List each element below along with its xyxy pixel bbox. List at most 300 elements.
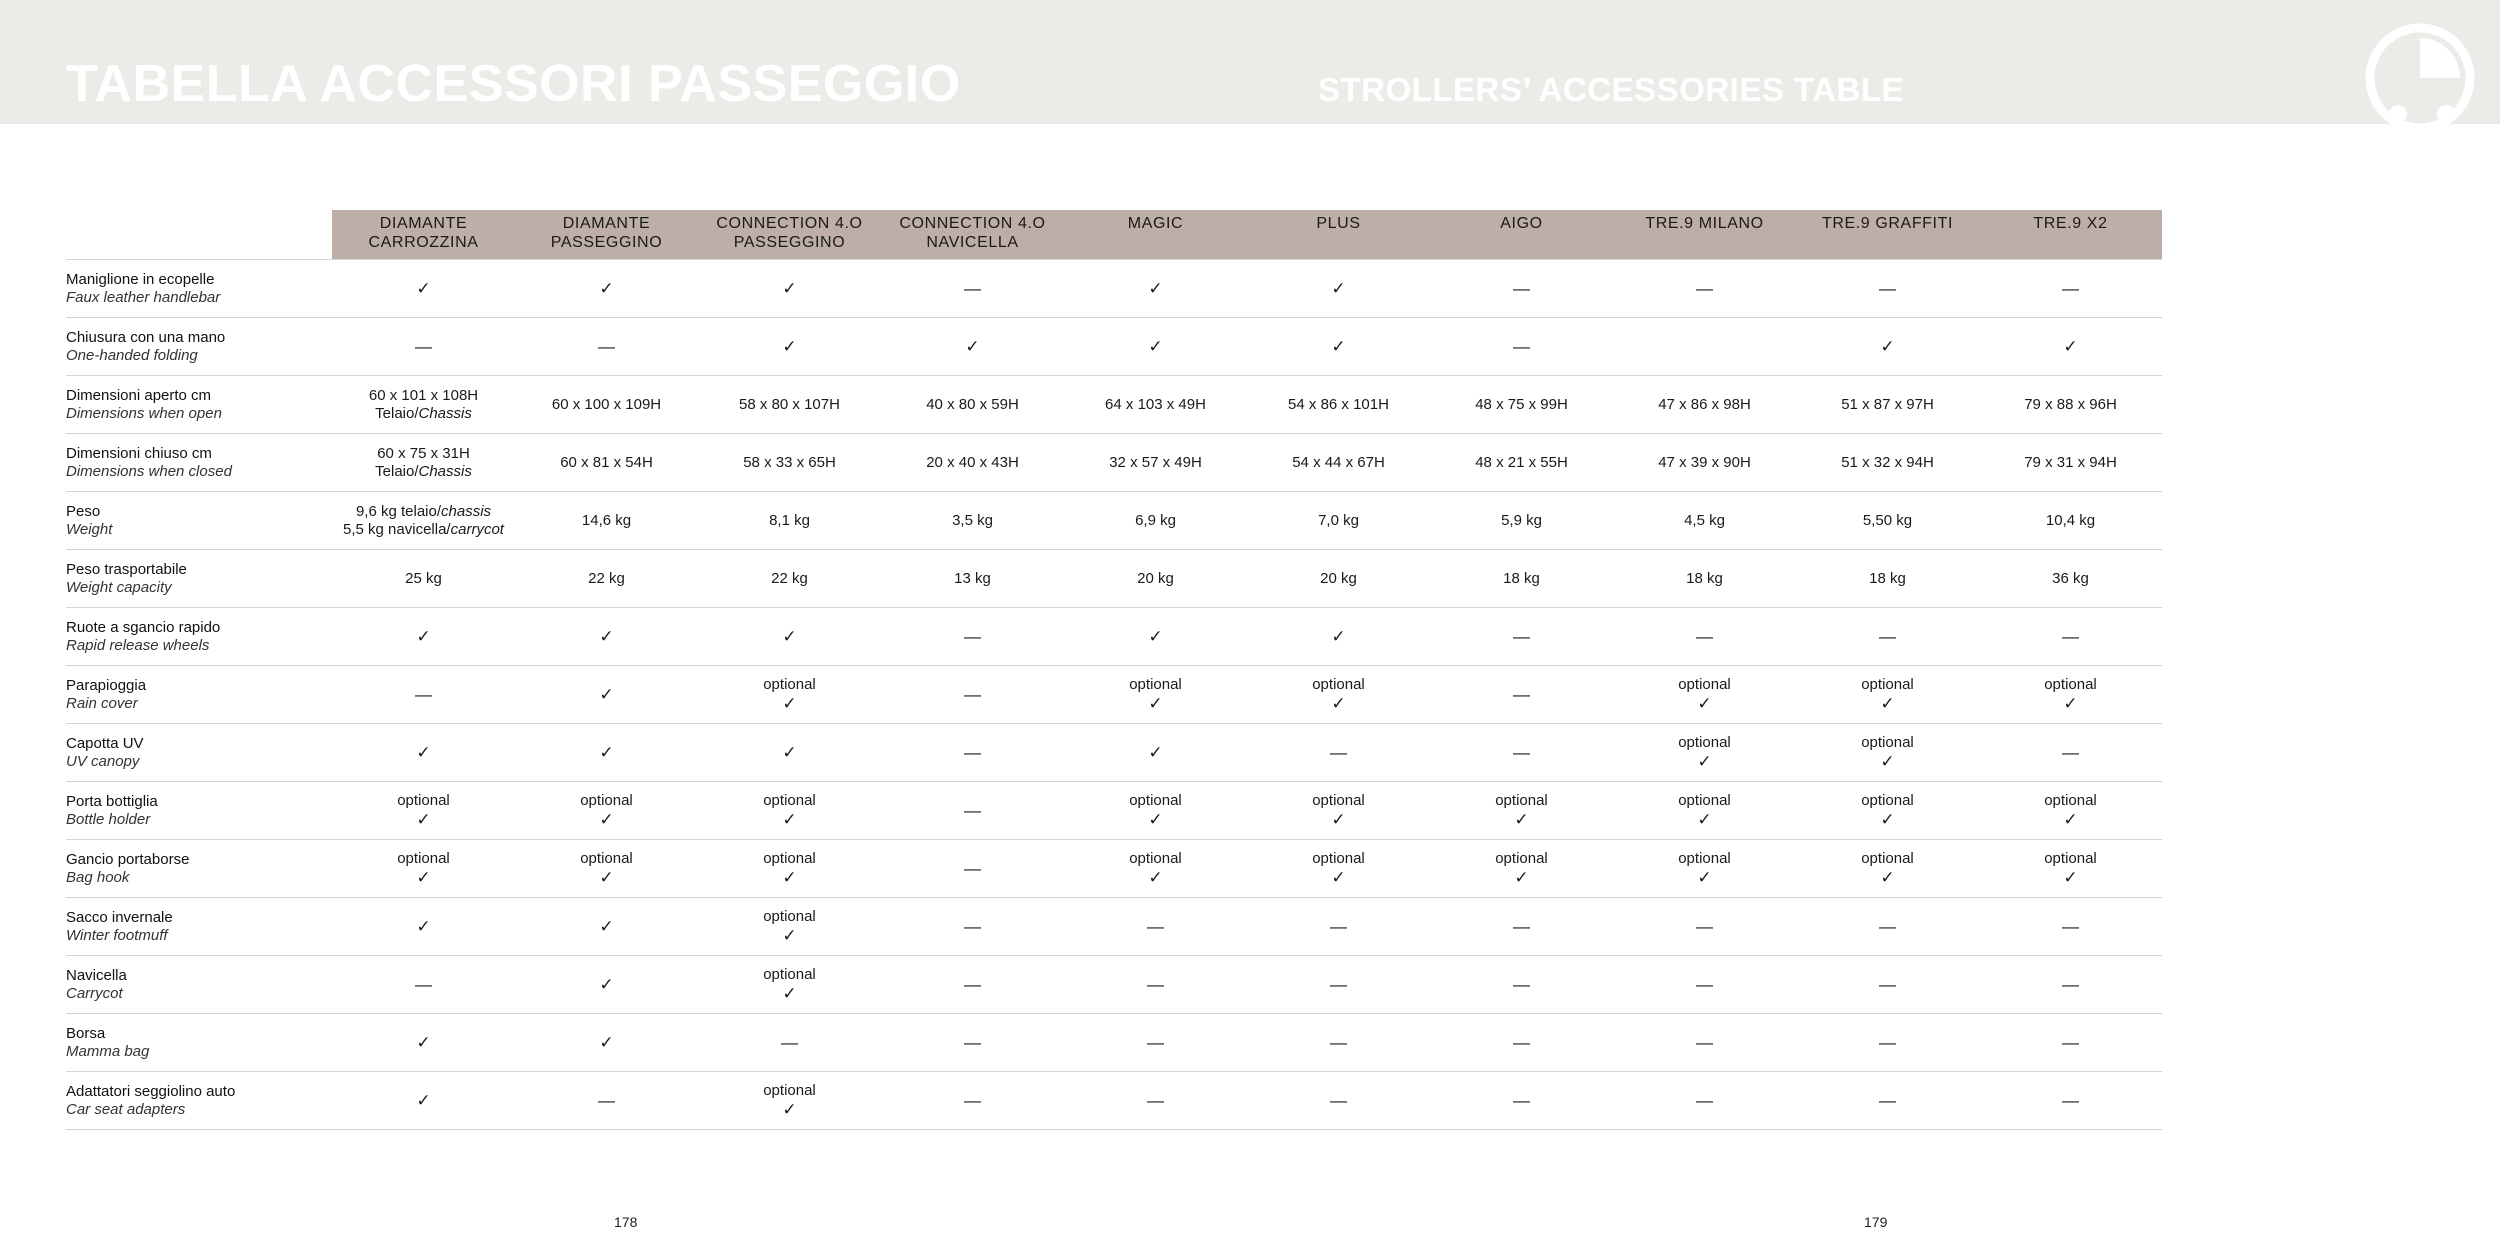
dash-mark: — <box>1696 1033 1713 1052</box>
cell-value: 79 x 31 x 94H <box>2024 453 2117 471</box>
row-label-en: Weight <box>66 520 113 538</box>
optional-label: optional <box>580 850 633 867</box>
cell-value: 36 kg <box>2052 569 2089 587</box>
dash-mark: — <box>964 743 981 762</box>
check-mark-icon: ✓ <box>782 279 797 298</box>
optional-label: optional <box>2044 792 2097 809</box>
table-cell <box>332 492 515 550</box>
dash-mark: — <box>1513 627 1530 646</box>
table-cell <box>1430 956 1613 1014</box>
table-cell <box>1613 260 1796 318</box>
check-mark-icon: ✓ <box>599 810 614 829</box>
table-cell <box>1979 260 2162 318</box>
table-cell <box>1430 898 1613 956</box>
cell-line <box>332 405 515 423</box>
cell-value: 48 x 21 x 55H <box>1475 453 1568 471</box>
optional-label: optional <box>763 1082 816 1099</box>
table-cell <box>1430 1072 1613 1130</box>
table-cell <box>1430 1014 1613 1072</box>
column-header <box>332 210 515 260</box>
check-mark-icon: ✓ <box>1880 337 1895 356</box>
optional-label: optional <box>1861 850 1914 867</box>
cell-text: 9,6 kg telaio/ <box>355 502 442 520</box>
table-cell <box>1796 782 1979 840</box>
table-row <box>66 260 2162 318</box>
check-mark-icon: ✓ <box>1331 868 1346 887</box>
column-header-line: PLUS <box>1316 215 1361 232</box>
row-label <box>66 608 332 666</box>
check-mark-icon: ✓ <box>1697 752 1712 771</box>
dash-mark: — <box>1330 1033 1347 1052</box>
column-header-line: AIGO <box>1500 215 1543 232</box>
dash-mark: — <box>415 685 432 704</box>
cell-value: 58 x 80 x 107H <box>739 395 840 413</box>
row-label-it: Maniglione in ecopelle <box>66 270 215 288</box>
table-cell <box>332 782 515 840</box>
table-cell <box>881 608 1064 666</box>
dash-mark: — <box>1330 917 1347 936</box>
table-cell <box>1613 608 1796 666</box>
table-cell <box>1247 1014 1430 1072</box>
check-mark-icon: ✓ <box>2063 868 2078 887</box>
column-header-line: CONNECTION 4.O <box>899 215 1046 232</box>
optional-label: optional <box>1495 792 1548 809</box>
dash-mark: — <box>964 627 981 646</box>
dash-mark: — <box>964 917 981 936</box>
table-cell <box>1796 666 1979 724</box>
table-cell <box>515 898 698 956</box>
check-mark-icon: ✓ <box>1148 694 1163 713</box>
table-cell <box>1796 434 1979 492</box>
table-cell <box>515 376 698 434</box>
cell-value: 64 x 103 x 49H <box>1105 395 1206 413</box>
table-cell <box>1247 492 1430 550</box>
table-cell <box>332 724 515 782</box>
cell-value: 7,0 kg <box>1318 511 1359 529</box>
dash-mark: — <box>2062 743 2079 762</box>
table-cell <box>515 782 698 840</box>
column-header <box>1247 210 1430 260</box>
table-cell <box>1613 550 1796 608</box>
dash-mark: — <box>415 975 432 994</box>
check-mark-icon: ✓ <box>599 279 614 298</box>
table-cell <box>881 666 1064 724</box>
table-cell <box>1613 956 1796 1014</box>
cell-value: 5,50 kg <box>1862 511 1913 529</box>
dash-mark: — <box>1330 743 1347 762</box>
table-cell <box>1979 608 2162 666</box>
optional-label: optional <box>1129 676 1182 693</box>
check-mark-icon: ✓ <box>782 694 797 713</box>
dash-mark: — <box>1147 975 1164 994</box>
check-mark-icon: ✓ <box>416 279 431 298</box>
table-cell <box>1064 260 1247 318</box>
table-cell <box>881 956 1064 1014</box>
row-label-it: Navicella <box>66 966 127 984</box>
table-cell <box>1979 550 2162 608</box>
dash-mark: — <box>2062 1033 2079 1052</box>
table-cell <box>881 1014 1064 1072</box>
table-cell <box>1796 1014 1979 1072</box>
table-cell <box>1979 666 2162 724</box>
dash-mark: — <box>781 1033 798 1052</box>
check-mark-icon: ✓ <box>1148 743 1163 762</box>
table-cell <box>881 840 1064 898</box>
check-mark-icon: ✓ <box>782 1100 797 1119</box>
table-row <box>66 434 2162 492</box>
column-header-line: DIAMANTE <box>379 215 468 232</box>
check-mark-icon: ✓ <box>782 868 797 887</box>
cell-value: 20 x 40 x 43H <box>926 453 1019 471</box>
optional-label: optional <box>763 850 816 867</box>
row-label-it: Gancio portaborse <box>66 850 190 868</box>
optional-label: optional <box>763 676 816 693</box>
dash-mark: — <box>1513 917 1530 936</box>
row-label-en: Dimensions when closed <box>66 462 232 480</box>
table-cell <box>1247 1072 1430 1130</box>
table-cell <box>698 666 881 724</box>
optional-label: optional <box>1861 734 1914 751</box>
table-cell <box>515 608 698 666</box>
cell-value: 8,1 kg <box>769 511 810 529</box>
check-mark-icon: ✓ <box>782 337 797 356</box>
dash-mark: — <box>1879 627 1896 646</box>
table-row <box>66 1014 2162 1072</box>
column-header-line: NAVICELLA <box>926 234 1019 251</box>
optional-label: optional <box>763 792 816 809</box>
cell-value: 54 x 44 x 67H <box>1292 453 1385 471</box>
table-cell <box>1613 1014 1796 1072</box>
check-mark-icon: ✓ <box>782 627 797 646</box>
page-title: TABELLA ACCESSORI PASSEGGIO <box>66 55 961 113</box>
cell-value: 47 x 86 x 98H <box>1658 395 1751 413</box>
optional-label: optional <box>1129 792 1182 809</box>
table-cell <box>881 782 1064 840</box>
table-cell <box>1247 666 1430 724</box>
cell-text: 5,5 kg navicella/ <box>343 520 451 538</box>
table-cell <box>1613 434 1796 492</box>
table-cell <box>1247 956 1430 1014</box>
dash-mark: — <box>2062 279 2079 298</box>
table-header-row <box>66 210 2162 260</box>
table-cell <box>1247 840 1430 898</box>
column-header <box>1796 210 1979 260</box>
dash-mark: — <box>1879 975 1896 994</box>
table-cell <box>1430 318 1613 376</box>
optional-label: optional <box>763 966 816 983</box>
table-cell <box>1430 492 1613 550</box>
check-mark-icon: ✓ <box>416 917 431 936</box>
table-cell <box>515 840 698 898</box>
column-header <box>1430 210 1613 260</box>
table-cell <box>698 492 881 550</box>
table-cell <box>698 318 881 376</box>
table-cell <box>1064 434 1247 492</box>
row-label <box>66 666 332 724</box>
check-mark-icon: ✓ <box>416 810 431 829</box>
table-cell <box>1430 724 1613 782</box>
cell-value: 22 kg <box>771 569 808 587</box>
table-cell <box>1247 260 1430 318</box>
dash-mark: — <box>964 1033 981 1052</box>
dash-mark: — <box>2062 627 2079 646</box>
table-cell <box>1979 724 2162 782</box>
row-label-it: Dimensioni chiuso cm <box>66 444 212 462</box>
cell-value: 40 x 80 x 59H <box>926 395 1019 413</box>
table-cell <box>1613 492 1796 550</box>
table-cell <box>1796 376 1979 434</box>
dash-mark: — <box>1696 975 1713 994</box>
table-cell <box>1979 434 2162 492</box>
dash-mark: — <box>1147 1091 1164 1110</box>
table-row <box>66 666 2162 724</box>
table-row <box>66 840 2162 898</box>
row-label-it: Adattatori seggiolino auto <box>66 1082 236 1100</box>
cell-value: 18 kg <box>1503 569 1540 587</box>
table-cell <box>698 1072 881 1130</box>
table-cell <box>881 492 1064 550</box>
cell-value: 5,9 kg <box>1501 511 1542 529</box>
table-cell <box>1613 376 1796 434</box>
cell-value: 60 x 75 x 31H <box>377 444 470 462</box>
row-label-en: Bag hook <box>66 868 130 886</box>
table-cell <box>1064 782 1247 840</box>
check-mark-icon: ✓ <box>416 743 431 762</box>
row-label <box>66 840 332 898</box>
table-cell <box>1064 956 1247 1014</box>
table-cell <box>515 260 698 318</box>
row-label-it: Peso <box>66 502 101 520</box>
optional-label: optional <box>397 850 450 867</box>
row-label-it: Ruote a sgancio rapido <box>66 618 221 636</box>
table-cell <box>1430 376 1613 434</box>
table-cell <box>1796 260 1979 318</box>
check-mark-icon: ✓ <box>1880 752 1895 771</box>
cell-value: 51 x 87 x 97H <box>1841 395 1934 413</box>
table-cell <box>1979 956 2162 1014</box>
table-cell <box>1247 376 1430 434</box>
row-label-it: Sacco invernale <box>66 908 173 926</box>
table-cell <box>1613 782 1796 840</box>
check-mark-icon: ✓ <box>416 1091 431 1110</box>
table-cell <box>1613 898 1796 956</box>
dash-mark: — <box>1879 1091 1896 1110</box>
dash-mark: — <box>2062 917 2079 936</box>
dash-mark: — <box>1696 627 1713 646</box>
table-cell <box>515 550 698 608</box>
table-cell <box>1247 782 1430 840</box>
cell-value: 60 x 100 x 109H <box>551 395 662 413</box>
dash-mark: — <box>964 975 981 994</box>
table-cell <box>1064 898 1247 956</box>
dash-mark: — <box>1513 685 1530 704</box>
cell-value: 18 kg <box>1686 569 1723 587</box>
table-cell <box>1064 492 1247 550</box>
check-mark-icon: ✓ <box>1148 279 1163 298</box>
table-cell <box>1796 956 1979 1014</box>
table-cell <box>1979 1072 2162 1130</box>
optional-label: optional <box>2044 676 2097 693</box>
table-cell <box>1796 318 1979 376</box>
table-cell <box>332 840 515 898</box>
table-cell <box>881 376 1064 434</box>
row-label-it: Dimensioni aperto cm <box>66 386 212 404</box>
table-cell <box>881 724 1064 782</box>
table-cell <box>1064 608 1247 666</box>
table-cell <box>1796 898 1979 956</box>
table-cell <box>1979 1014 2162 1072</box>
table-cell <box>698 608 881 666</box>
dash-mark: — <box>964 1091 981 1110</box>
column-header-line: TRE.9 MILANO <box>1645 215 1764 232</box>
optional-label: optional <box>1312 850 1365 867</box>
table-cell <box>698 956 881 1014</box>
optional-label: optional <box>1678 734 1731 751</box>
dash-mark: — <box>1513 1033 1530 1052</box>
check-mark-icon: ✓ <box>599 627 614 646</box>
optional-label: optional <box>1678 850 1731 867</box>
check-mark-icon: ✓ <box>1880 694 1895 713</box>
table-cell <box>881 898 1064 956</box>
table-cell <box>1247 434 1430 492</box>
check-mark-icon: ✓ <box>1514 810 1529 829</box>
check-mark-icon: ✓ <box>599 917 614 936</box>
row-label-en: Rain cover <box>66 694 138 712</box>
cell-value: 32 x 57 x 49H <box>1109 453 1202 471</box>
table-cell <box>1430 434 1613 492</box>
dash-mark: — <box>1330 975 1347 994</box>
dash-mark: — <box>964 801 981 820</box>
check-mark-icon: ✓ <box>1514 868 1529 887</box>
table-cell <box>1979 840 2162 898</box>
check-mark-icon: ✓ <box>2063 337 2078 356</box>
check-mark-icon: ✓ <box>782 743 797 762</box>
check-mark-icon: ✓ <box>416 868 431 887</box>
table-cell <box>698 898 881 956</box>
table-cell <box>698 1014 881 1072</box>
table-cell <box>332 608 515 666</box>
table-cell <box>332 956 515 1014</box>
check-mark-icon: ✓ <box>2063 694 2078 713</box>
check-mark-icon: ✓ <box>599 743 614 762</box>
row-label <box>66 1072 332 1130</box>
table-cell <box>698 782 881 840</box>
row-label-en: Winter footmuff <box>66 926 168 944</box>
table-cell <box>698 260 881 318</box>
optional-label: optional <box>397 792 450 809</box>
table-cell <box>698 434 881 492</box>
table-cell <box>881 1072 1064 1130</box>
check-mark-icon: ✓ <box>416 627 431 646</box>
row-label-it: Parapioggia <box>66 676 147 694</box>
cell-value: 79 x 88 x 96H <box>2024 395 2117 413</box>
table-row <box>66 550 2162 608</box>
table-cell <box>332 1014 515 1072</box>
check-mark-icon: ✓ <box>1148 627 1163 646</box>
table-cell <box>1430 608 1613 666</box>
table-cell <box>1796 608 1979 666</box>
table-cell <box>698 550 881 608</box>
row-label-en: UV canopy <box>66 752 140 770</box>
cell-value: 54 x 86 x 101H <box>1288 395 1389 413</box>
table-cell <box>1796 492 1979 550</box>
column-header-line: PASSEGGINO <box>550 234 663 251</box>
cell-value: 20 kg <box>1320 569 1357 587</box>
dash-mark: — <box>2062 975 2079 994</box>
table-row <box>66 376 2162 434</box>
check-mark-icon: ✓ <box>1697 810 1712 829</box>
check-mark-icon: ✓ <box>1331 810 1346 829</box>
cell-value: 14,6 kg <box>581 511 632 529</box>
table-cell <box>1979 492 2162 550</box>
column-header-line: TRE.9 X2 <box>2033 215 2108 232</box>
table-cell <box>698 376 881 434</box>
cell-value: 60 x 81 x 54H <box>560 453 653 471</box>
table-cell <box>332 318 515 376</box>
table-cell <box>515 1072 698 1130</box>
table-cell <box>1247 608 1430 666</box>
cell-text-italic: Chassis <box>418 404 472 422</box>
column-header-line: CARROZZINA <box>368 234 479 251</box>
table-cell <box>1613 318 1796 376</box>
table-cell <box>332 260 515 318</box>
table-cell <box>1247 318 1430 376</box>
table-cell <box>1613 666 1796 724</box>
table-row <box>66 898 2162 956</box>
dash-mark: — <box>1513 1091 1530 1110</box>
table-cell <box>1979 898 2162 956</box>
cell-value: 60 x 101 x 108H <box>368 386 479 404</box>
table-cell <box>1247 550 1430 608</box>
row-label-it: Porta bottiglia <box>66 792 158 810</box>
table-cell <box>1979 782 2162 840</box>
table-cell <box>1613 1072 1796 1130</box>
cell-line <box>332 463 515 481</box>
cell-value: 22 kg <box>588 569 625 587</box>
row-label <box>66 318 332 376</box>
table-cell <box>1430 260 1613 318</box>
cell-text-italic: carrycot <box>450 520 504 538</box>
header-blank-cell <box>66 210 332 260</box>
table-cell <box>332 898 515 956</box>
column-header <box>881 210 1064 260</box>
dash-mark: — <box>1879 917 1896 936</box>
dash-mark: — <box>1879 1033 1896 1052</box>
table-cell <box>881 550 1064 608</box>
table-cell <box>1796 550 1979 608</box>
dash-mark: — <box>1330 1091 1347 1110</box>
row-label-en: Weight capacity <box>66 578 172 596</box>
cell-value: 51 x 32 x 94H <box>1841 453 1934 471</box>
dash-mark: — <box>1696 279 1713 298</box>
cell-value: 10,4 kg <box>2045 511 2096 529</box>
row-label-en: Mamma bag <box>66 1042 150 1060</box>
table-row <box>66 492 2162 550</box>
table-cell <box>1613 724 1796 782</box>
table-row <box>66 782 2162 840</box>
check-mark-icon: ✓ <box>1148 810 1163 829</box>
check-mark-icon: ✓ <box>1331 279 1346 298</box>
column-header <box>1979 210 2162 260</box>
cell-text-italic: Chassis <box>418 462 472 480</box>
accessories-table <box>66 210 2162 1130</box>
table-cell <box>515 492 698 550</box>
table-cell <box>332 434 515 492</box>
check-mark-icon: ✓ <box>1697 868 1712 887</box>
optional-label: optional <box>1861 676 1914 693</box>
row-label-it: Capotta UV <box>66 734 144 752</box>
check-mark-icon: ✓ <box>1880 868 1895 887</box>
